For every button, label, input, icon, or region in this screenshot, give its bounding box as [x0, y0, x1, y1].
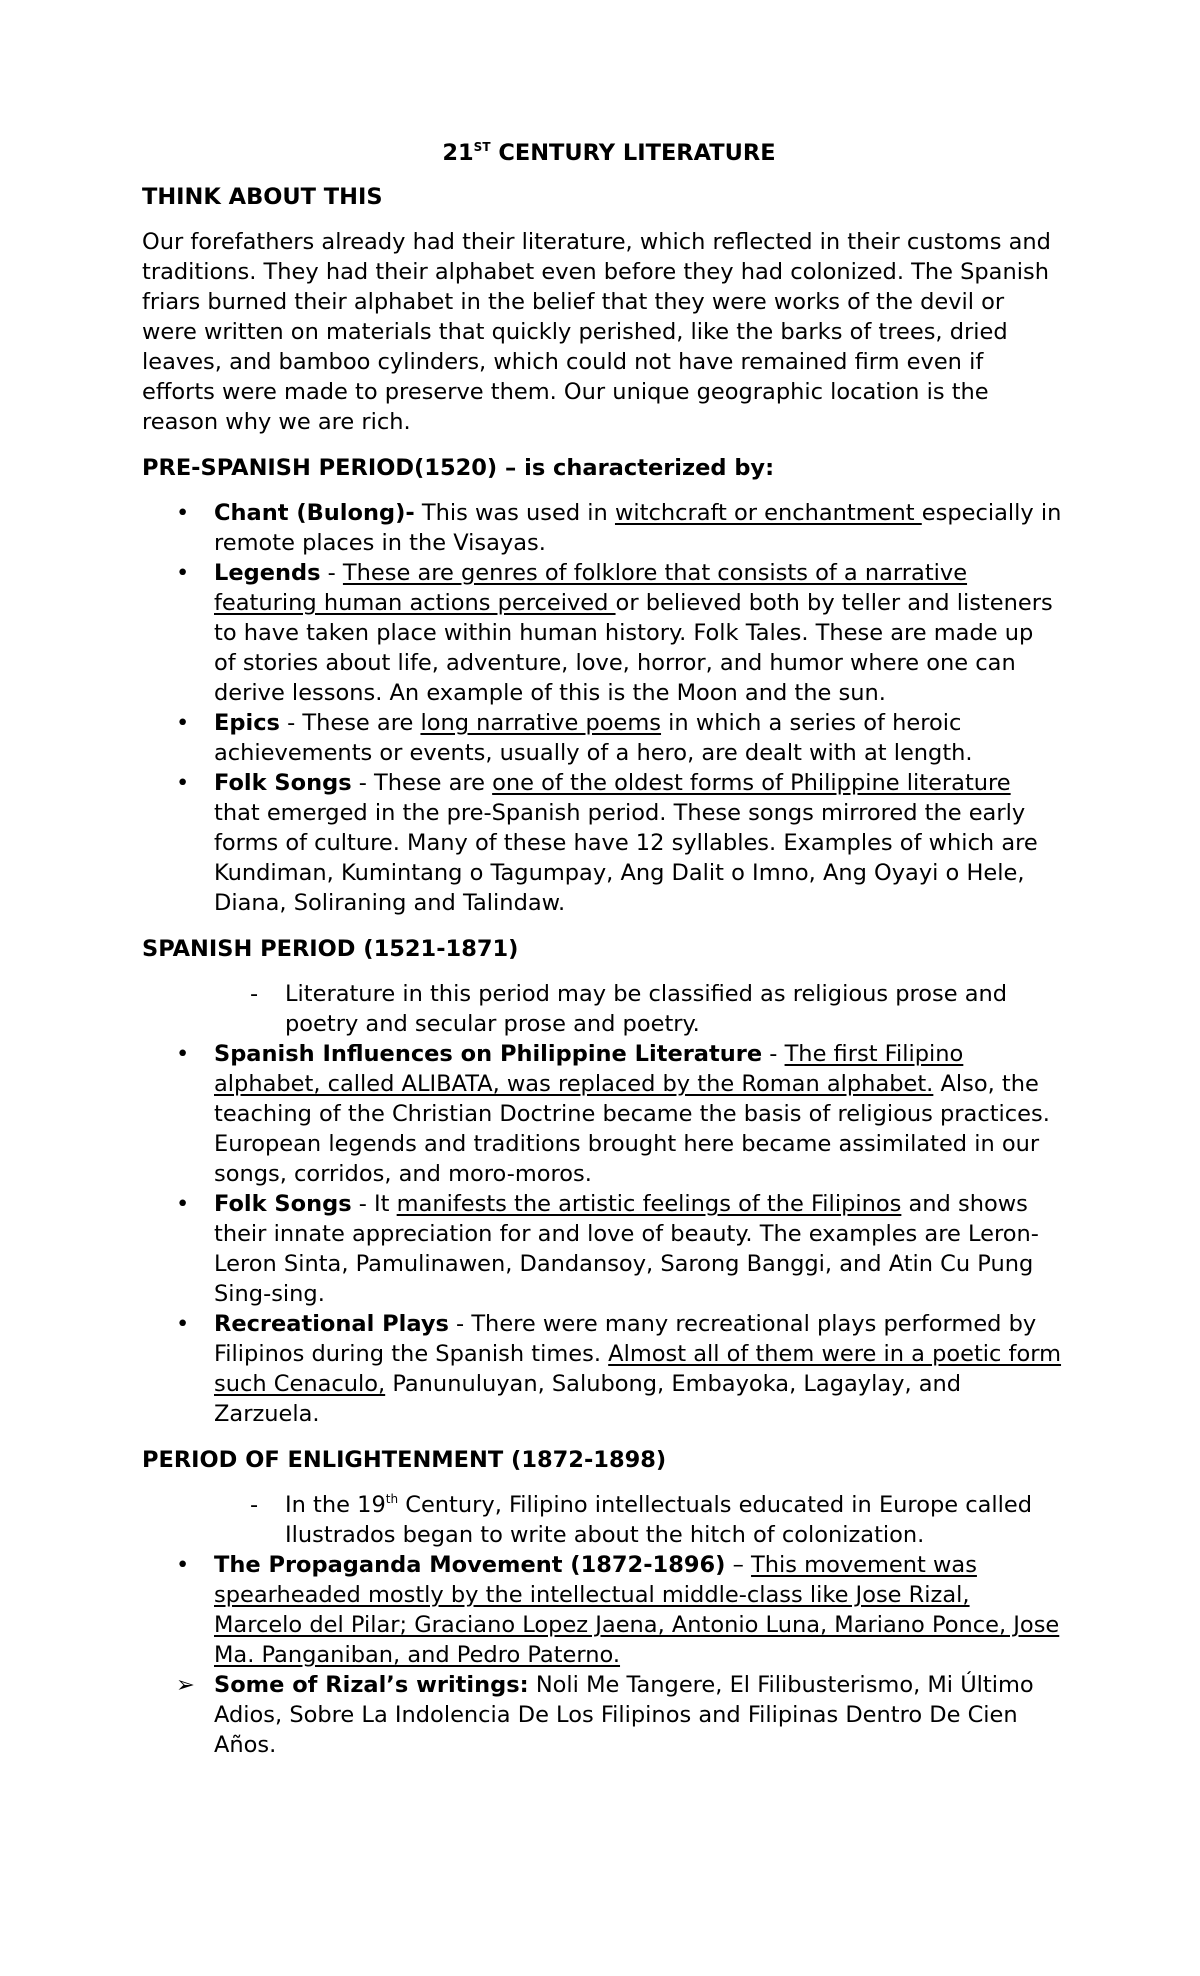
spanish-list	[142, 979, 1062, 1429]
document-page	[142, 138, 1062, 1776]
bullet-icon: •	[176, 500, 190, 526]
bullet-icon: •	[176, 560, 190, 586]
bullet-icon: •	[176, 1041, 190, 1067]
pre-spanish-list	[142, 498, 1062, 918]
bullet-icon: •	[176, 770, 190, 796]
list-item: • Folk Songs - It manifests the artistic feelings of the Filipinos and shows their innate appreciation for and love of beauty. The examples are Leron-Leron Sinta, Pamulinawen, Dandansoy, Sarong Banggi, and Atin Cu Pung Sing-sing.	[176, 1191, 1039, 1307]
enlightenment-heading: PERIOD OF ENLIGHTENMENT (1872-1898)	[142, 1447, 667, 1473]
list-item: • Legends - These are genres of folklore that consists of a narrative featuring human actions perceived or believed both by teller and listeners to have taken place within human history. Folk Tales. These are made up of stories about life, adventure, love, horror, and humor where one can derive lessons. An example of this is the Moon and the sun.	[176, 560, 1053, 706]
list-item: • Recreational Plays - There were many recreational plays performed by Filipinos during the Spanish times. Almost all of them were in a poetic form such Cenaculo, Panunuluyan, Salubong, Embayoka, Lagaylay, and Zarzuela.	[176, 1311, 1062, 1427]
dash-icon: -	[250, 981, 259, 1007]
list-item: • The Propaganda Movement (1872-1896) – This movement was spearheaded mostly by the intellectual middle-class like Jose Rizal, Marcelo del Pilar; Graciano Lopez Jaena, Antonio Luna, Mariano Ponce, Jose Ma. Panganiban, and Pedro Paterno.	[176, 1552, 1060, 1668]
arrow-bullet-icon: ➢	[176, 1672, 195, 1698]
pre-spanish-heading: PRE-SPANISH PERIOD(1520) – is characterized by:	[142, 455, 775, 481]
list-item: - Literature in this period may be classified as religious prose and poetry and secular prose and poetry.	[250, 981, 1008, 1037]
list-item: ➢ Some of Rizal’s writings: Noli Me Tangere, El Filibusterismo, Mi Último Adios, Sobre La Indolencia De Los Filipinos and Filipinas Dentro De Cien Años.	[176, 1672, 1034, 1758]
enlightenment-list	[142, 1490, 1062, 1760]
bullet-icon: •	[176, 1552, 190, 1578]
think-paragraph: Our forefathers already had their literature, which reflected in their customs and traditions. They had their alphabet even before they had colonized. The Spanish friars burned their alphabet in the belief that they were works of the devil or were written on materials that quickly perished, like the barks of trees, dried leaves, and bamboo cylinders, which could not have remained firm even if efforts were made to preserve them. Our unique geographic location is the reason why we are rich.	[142, 229, 1051, 435]
think-heading: THINK ABOUT THIS	[142, 184, 383, 210]
list-item: • Chant (Bulong)- This was used in witchcraft or enchantment especially in remote places in the Visayas.	[176, 500, 1062, 556]
spanish-heading: SPANISH PERIOD (1521-1871)	[142, 936, 519, 962]
list-item: • Spanish Influences on Philippine Literature - The first Filipino alphabet, called ALIBATA, was replaced by the Roman alphabet. Also, the teaching of the Christian Doctrine became the basis of religious practices. European legends and traditions brought here became assimilated in our songs, corridos, and moro-moros.	[176, 1041, 1050, 1187]
bullet-icon: •	[176, 1191, 190, 1217]
dash-icon: -	[250, 1492, 259, 1518]
bullet-icon: •	[176, 1311, 190, 1337]
list-item: • Epics - These are long narrative poems in which a series of heroic achievements or events, usually of a hero, are dealt with at length.	[176, 710, 973, 766]
list-item: • Folk Songs - These are one of the oldest forms of Philippine literature that emerged in the pre-Spanish period. These songs mirrored the early forms of culture. Many of these have 12 syllables. Examples of which are Kundiman, Kumintang o Tagumpay, Ang Dalit o Imno, Ang Oyayi o Hele, Diana, Soliraning and Talindaw.	[176, 770, 1038, 916]
list-item: - In the 19th Century, Filipino intellectuals educated in Europe called Ilustrados began to write about the hitch of colonization.	[250, 1492, 1033, 1548]
document-title: 21ST CENTURY LITERATURE	[442, 140, 776, 166]
bullet-icon: •	[176, 710, 190, 736]
